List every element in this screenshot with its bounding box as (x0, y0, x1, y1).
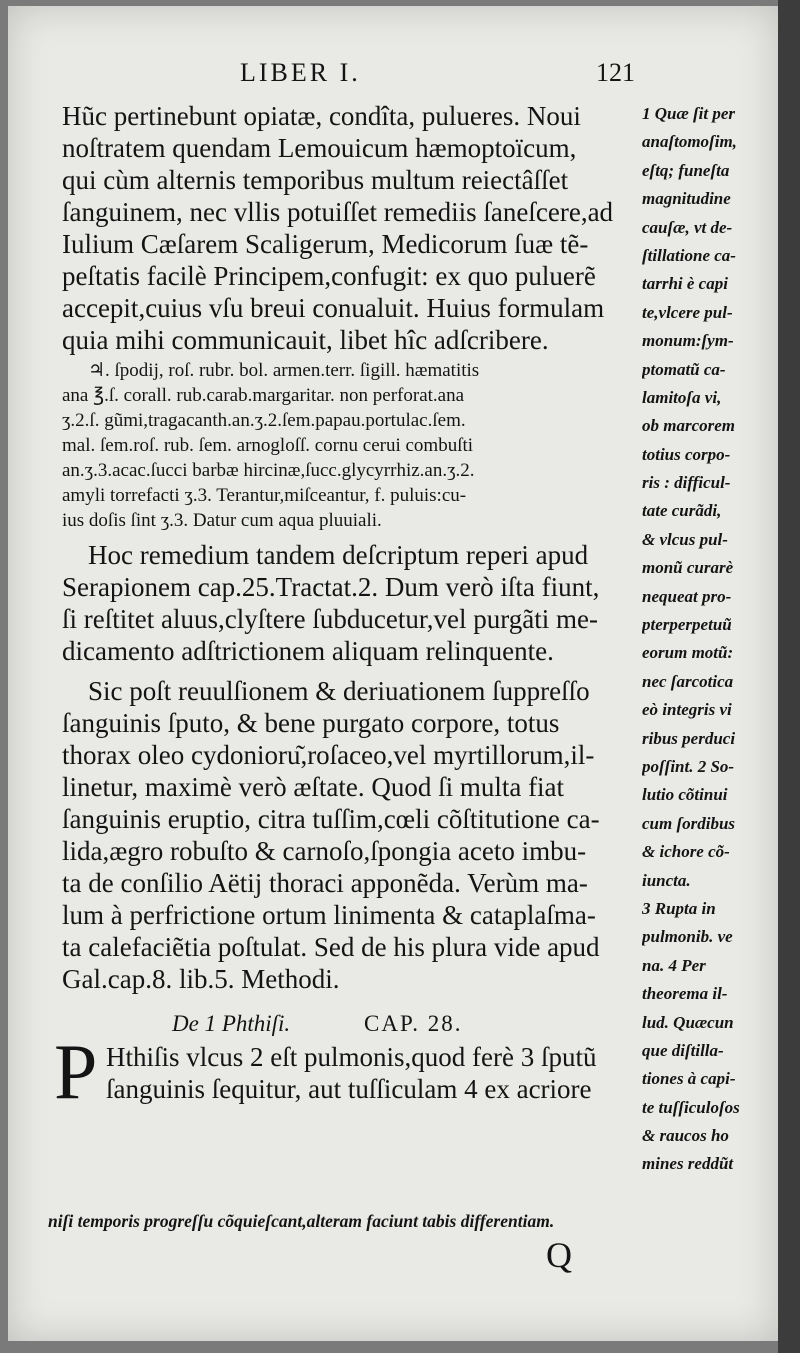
recipe-block (62, 358, 632, 533)
margin-notes (642, 100, 784, 1179)
text-line: noſtratem quendam Lemouicum hæmoptoïcum, (62, 133, 577, 163)
text-line: ta calefaciẽtia poſtulat. Sed de his plura vide apud (62, 932, 600, 962)
catchword: Q (546, 1235, 572, 1275)
margin-note-line: tate curãdi, (642, 501, 722, 521)
text-line: ſanguinis ſputo, & bene purgato corpore, totus (62, 708, 560, 738)
margin-note-line: que diſtilla- (642, 1040, 724, 1060)
scan-edge (778, 0, 800, 1353)
running-head: LIBER I. (240, 58, 361, 87)
margin-note-line: tarrhi è capi (642, 274, 728, 294)
text-line: linetur, maximè verò æſtate. Quod ſi multa fiat (62, 772, 565, 802)
margin-note-line: anaſtomoſim, (642, 132, 737, 152)
paragraph-serapion (62, 539, 632, 667)
margin-note-line: ob marcorem (642, 416, 736, 436)
margin-note-line: pulmonib. ve (642, 927, 733, 947)
text-line: lum à perfrictione ortum linimenta & cataplaſma- (62, 900, 596, 930)
text-line: Hoc remedium tandem deſcriptum reperi apud (88, 540, 589, 570)
page-number: 121 (596, 58, 635, 87)
margin-note-continuation: niſi temporis progreſſu cõquieſcant,alteram faciunt tabis differentiam. (48, 1211, 555, 1231)
margin-note-line: & ichore cõ- (642, 842, 730, 862)
text-line: lida,ægro robuſto & carnoſo,ſpongia aceto imbu- (62, 836, 587, 866)
margin-note-line: cauſæ, vt de- (642, 217, 733, 237)
text-line: qui cùm alternis temporibus multum reiectâſſet (62, 165, 569, 195)
text-line: ſanguinem, nec vllis potuiſſet remediis ſaneſcere,ad (62, 197, 614, 227)
margin-note-line: te,vlcere pul- (642, 302, 733, 322)
chapter-heading (62, 1007, 632, 1041)
margin-note-line: 3 Rupta in (642, 898, 716, 918)
text-line: ſanguinis eruptio, citra tuſſim,cœli cõſtitutione ca- (62, 804, 600, 834)
text-line: Hthiſis vlcus 2 eſt pulmonis,quod ferè 3 ſputũ (106, 1042, 597, 1072)
recipe-line: mal. ſem.roſ. rub. ſem. arnogloſſ. cornu cerui combuſti (62, 435, 474, 456)
text-line: Serapionem cap.25.Tractat.2. Dum verò iſta fiunt, (62, 572, 600, 602)
margin-note-line: na. 4 Per (642, 955, 706, 975)
text-line: quia mihi communicauit, libet hîc adſcribere. (62, 325, 549, 355)
paragraph-revulsion (62, 675, 632, 995)
margin-note-line: poſſint. 2 So- (642, 756, 735, 776)
main-text-column (54, 100, 632, 1115)
margin-note-line: lud. Quæcun (642, 1012, 734, 1032)
recipe-line: ʒ.2.ſ. gũmi,tragacanth.an.ʒ.2.ſem.papau.portulac.ſem. (62, 410, 466, 431)
margin-note-line: & vlcus pul- (642, 529, 728, 549)
text-line: Hũc pertinebunt opiatæ, condîta, pulueres. Noui (62, 101, 581, 131)
margin-note-line: eò integris vi (642, 700, 732, 720)
margin-note-line: nec ſarcotica (642, 671, 734, 691)
margin-note-line: monum:ſym- (642, 331, 734, 351)
recipe-line: ius doſis ſint ʒ.3. Datur cum aqua pluuiali. (62, 510, 382, 531)
margin-note-line: eſtq; funeſta (642, 160, 730, 180)
book-page (8, 6, 778, 1341)
margin-note-line: te tuſſiculoſos (642, 1097, 740, 1117)
margin-note-line: monũ curarè (642, 558, 734, 578)
text-line: Gal.cap.8. lib.5. Methodi. (62, 964, 340, 994)
margin-note-line: totius corpo- (642, 444, 731, 464)
text-line: Iulium Cæſarem Scaligerum, Medicorum ſuæ tẽ- (62, 229, 589, 259)
margin-note-line: iuncta. (642, 870, 691, 890)
text-line: thorax oleo cydonioru͂,roſaceo,vel myrtillorum,il- (62, 740, 595, 770)
margin-note-line: lamitoſa vi, (642, 387, 722, 407)
text-line: peſtatis facilè Principem,confugit: ex quo puluerẽ (62, 261, 596, 291)
margin-note-line: eorum motũ: (642, 643, 734, 663)
text-line: ſi reſtitet aluus,clyſtere ſubducetur,vel purgãti me- (62, 604, 598, 634)
recipe-line: ♃. ſpodij, roſ. rubr. bol. armen.terr. ſigill. hæmatitis (88, 360, 480, 381)
paragraph-phthisis (54, 1028, 632, 1115)
paragraph-opiates (62, 100, 632, 356)
margin-note-line: ribus perduci (642, 728, 736, 748)
text-line: ta de conſilio Aëtij thoraci apponẽda. Verùm ma- (62, 868, 588, 898)
margin-note-line: nequeat pro- (642, 586, 732, 606)
recipe-line: an.ʒ.3.acac.ſucci barbæ hircinæ,ſucc.glycyrrhiz.an.ʒ.2. (62, 460, 475, 481)
chapter-title: De 1 Phthiſi. (172, 1011, 291, 1036)
margin-note-line: ſtillatione ca- (642, 245, 736, 265)
margin-note-line: & raucos ho (642, 1126, 729, 1146)
margin-note-line: mines reddũt (642, 1154, 734, 1174)
recipe-line: amyli torrefacti ʒ.3. Terantur,miſceantur, f. puluis:cu- (62, 485, 467, 506)
margin-note-line: magnitudine (642, 189, 731, 209)
text-line: ſanguinis ſequitur, aut tuſſiculam 4 ex acriore (106, 1074, 592, 1104)
text-line: accepit,cuius vſu breui conualuit. Huius formulam (62, 293, 605, 323)
recipe-line: ana ℥.ſ. corall. rub.carab.margaritar. non perforat.ana (62, 385, 465, 406)
drop-capital: P (54, 1028, 98, 1115)
margin-note-line: cum ſordibus (642, 813, 736, 833)
margin-note-line: theorema il- (642, 984, 728, 1004)
margin-note-line: tiones à capi- (642, 1069, 736, 1089)
text-line: dicamento adſtrictionem aliquam relinquente. (62, 636, 554, 666)
margin-note-line: lutio cõtinui (642, 785, 728, 805)
margin-note-line: ris : difficul- (642, 473, 731, 493)
margin-note-line: ptomatũ ca- (642, 359, 726, 379)
text-line: Sic poſt reuulſionem & deriuationem ſuppreſſo (88, 676, 590, 706)
chapter-number: CAP. 28. (364, 1011, 463, 1036)
margin-note-line: 1 Quæ ſit per (642, 104, 736, 123)
margin-note-line: pterperpetuũ (642, 615, 732, 635)
